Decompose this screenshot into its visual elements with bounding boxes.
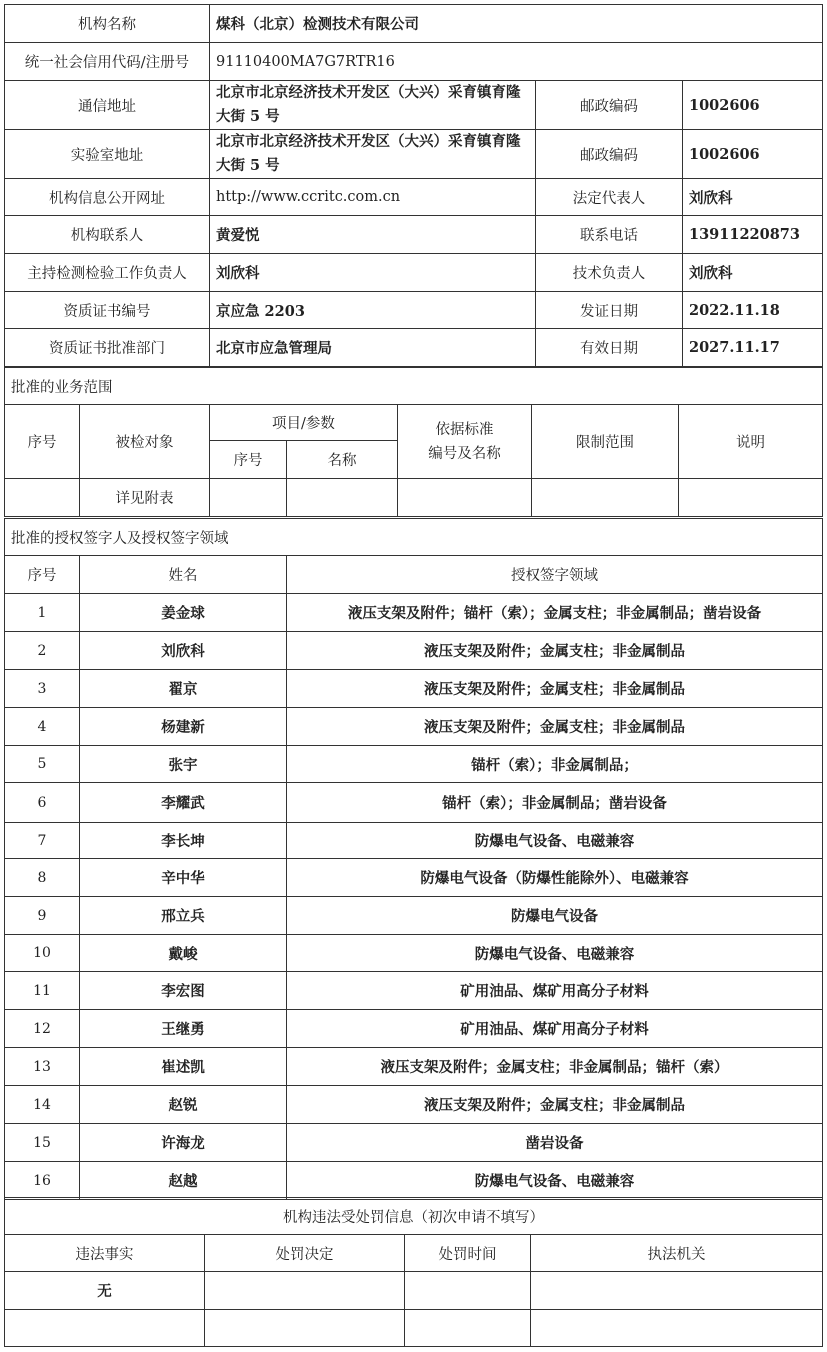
penalty-cell-authority [531, 1272, 823, 1310]
signatory-field: 防爆电气设备、电磁兼容 [287, 1162, 823, 1200]
penalty-header-fact: 违法事实 [5, 1235, 205, 1272]
signatory-row [5, 1086, 823, 1124]
signatories-table [4, 518, 823, 1200]
value-credit-code: 91110400MA7G7RTR16 [210, 43, 823, 81]
label-credit-code: 统一社会信用代码/注册号 [5, 43, 210, 81]
scope-cell-object: 详见附表 [80, 479, 210, 517]
institution-info-table [4, 4, 823, 367]
penalty-header-decision: 处罚决定 [205, 1235, 405, 1272]
signatory-seq: 5 [5, 746, 80, 783]
signatory-row [5, 972, 823, 1010]
signatory-seq: 4 [5, 708, 80, 746]
signatory-row [5, 632, 823, 670]
label-valid-date: 有效日期 [536, 329, 683, 367]
value-lab-postal-code: 1002606 [683, 130, 823, 179]
signatory-seq: 6 [5, 783, 80, 823]
scope-cell-seq [5, 479, 80, 517]
signatories-header-seq: 序号 [5, 556, 80, 594]
label-mail-address: 通信地址 [5, 81, 210, 130]
scope-cell-item-name [287, 479, 398, 517]
signatory-field: 防爆电气设备（防爆性能除外）、电磁兼容 [287, 859, 823, 897]
signatories-body [5, 594, 823, 1200]
signatory-name: 戴峻 [80, 935, 287, 972]
signatory-seq: 11 [5, 972, 80, 1010]
signatory-row [5, 935, 823, 972]
signatory-name: 赵越 [80, 1162, 287, 1200]
signatories-title: 批准的授权签字人及授权签字领域 [5, 519, 823, 556]
penalty-header-authority: 执法机关 [531, 1235, 823, 1272]
value-approving-dept: 北京市应急管理局 [210, 329, 536, 367]
signatory-field: 液压支架及附件；金属支柱；非金属制品 [287, 1086, 823, 1124]
label-tech-director: 技术负责人 [536, 254, 683, 292]
label-website: 机构信息公开网址 [5, 179, 210, 216]
signatory-row [5, 1124, 823, 1162]
signatory-field: 矿用油品、煤矿用高分子材料 [287, 972, 823, 1010]
signatory-field: 防爆电气设备 [287, 897, 823, 935]
signatory-field: 液压支架及附件；锚杆（索）；金属支柱；非金属制品；凿岩设备 [287, 594, 823, 632]
value-valid-date: 2027.11.17 [683, 329, 823, 367]
label-postal-code: 邮政编码 [536, 81, 683, 130]
signatory-row [5, 897, 823, 935]
penalty-cell-decision [205, 1272, 405, 1310]
signatory-name: 许海龙 [80, 1124, 287, 1162]
signatory-field: 防爆电气设备、电磁兼容 [287, 823, 823, 859]
value-tech-director: 刘欣科 [683, 254, 823, 292]
value-postal-code: 1002606 [683, 81, 823, 130]
value-lab-address: 北京市北京经济技术开发区（大兴）采育镇育隆大街 5 号 [210, 130, 536, 179]
penalty-cell-time [405, 1272, 531, 1310]
signatory-seq: 1 [5, 594, 80, 632]
signatory-seq: 8 [5, 859, 80, 897]
scope-header-seq: 序号 [5, 405, 80, 479]
value-website: http://www.ccritc.com.cn [210, 179, 536, 216]
penalty-table [4, 1197, 823, 1347]
signatory-seq: 2 [5, 632, 80, 670]
scope-cell-note [679, 479, 823, 517]
signatory-seq: 7 [5, 823, 80, 859]
signatory-name: 刘欣科 [80, 632, 287, 670]
signatory-seq: 12 [5, 1010, 80, 1048]
label-test-director: 主持检测检验工作负责人 [5, 254, 210, 292]
signatory-name: 姜金球 [80, 594, 287, 632]
signatory-row [5, 746, 823, 783]
label-lab-postal-code: 邮政编码 [536, 130, 683, 179]
signatory-field: 液压支架及附件；金属支柱；非金属制品；锚杆（索） [287, 1048, 823, 1086]
signatory-field: 防爆电气设备、电磁兼容 [287, 935, 823, 972]
signatory-name: 杨建新 [80, 708, 287, 746]
signatory-seq: 16 [5, 1162, 80, 1200]
scope-header-object: 被检对象 [80, 405, 210, 479]
penalty-empty-cell [531, 1310, 823, 1347]
business-scope-table [4, 367, 823, 517]
label-legal-rep: 法定代表人 [536, 179, 683, 216]
signatory-field: 液压支架及附件；金属支柱；非金属制品 [287, 708, 823, 746]
value-phone: 13911220873 [683, 216, 823, 254]
signatory-field: 液压支架及附件；金属支柱；非金属制品 [287, 632, 823, 670]
label-contact: 机构联系人 [5, 216, 210, 254]
penalty-empty-cell [405, 1310, 531, 1347]
value-legal-rep: 刘欣科 [683, 179, 823, 216]
penalty-empty-cell [205, 1310, 405, 1347]
scope-cell-item-seq [210, 479, 287, 517]
penalty-empty-cell [5, 1310, 205, 1347]
signatory-field: 液压支架及附件；金属支柱；非金属制品 [287, 670, 823, 708]
scope-cell-limit [532, 479, 679, 517]
value-test-director: 刘欣科 [210, 254, 536, 292]
value-contact: 黄爱悦 [210, 216, 536, 254]
scope-cell-standard [398, 479, 532, 517]
penalty-cell-fact: 无 [5, 1272, 205, 1310]
signatory-name: 李长坤 [80, 823, 287, 859]
scope-header-standard: 依据标准 编号及名称 [398, 405, 532, 479]
value-institution-name: 煤科（北京）检测技术有限公司 [210, 5, 823, 43]
value-issue-date: 2022.11.18 [683, 292, 823, 329]
signatory-field: 矿用油品、煤矿用高分子材料 [287, 1010, 823, 1048]
signatory-name: 李耀武 [80, 783, 287, 823]
signatory-name: 崔述凯 [80, 1048, 287, 1086]
penalty-title: 机构违法受处罚信息（初次申请不填写） [5, 1198, 823, 1235]
scope-header-item-name: 名称 [287, 441, 398, 479]
signatory-field: 锚杆（索）；非金属制品；凿岩设备 [287, 783, 823, 823]
signatory-seq: 14 [5, 1086, 80, 1124]
signatories-header-field: 授权签字领域 [287, 556, 823, 594]
scope-header-item-seq: 序号 [210, 441, 287, 479]
signatory-row [5, 594, 823, 632]
signatories-header-name: 姓名 [80, 556, 287, 594]
signatory-row [5, 823, 823, 859]
signatory-field: 锚杆（索）；非金属制品； [287, 746, 823, 783]
signatory-seq: 13 [5, 1048, 80, 1086]
signatory-name: 赵锐 [80, 1086, 287, 1124]
signatory-row [5, 1162, 823, 1200]
signatory-name: 辛中华 [80, 859, 287, 897]
scope-header-note: 说明 [679, 405, 823, 479]
signatory-seq: 9 [5, 897, 80, 935]
scope-title: 批准的业务范围 [5, 368, 823, 405]
signatory-row [5, 1010, 823, 1048]
signatory-seq: 15 [5, 1124, 80, 1162]
signatory-seq: 10 [5, 935, 80, 972]
signatory-name: 张宇 [80, 746, 287, 783]
label-phone: 联系电话 [536, 216, 683, 254]
signatory-row [5, 1048, 823, 1086]
value-cert-no: 京应急 2203 [210, 292, 536, 329]
signatory-row [5, 783, 823, 823]
value-mail-address: 北京市北京经济技术开发区（大兴）采育镇育隆大街 5 号 [210, 81, 536, 130]
signatory-name: 王继勇 [80, 1010, 287, 1048]
signatory-row [5, 670, 823, 708]
signatory-name: 翟京 [80, 670, 287, 708]
label-lab-address: 实验室地址 [5, 130, 210, 179]
signatory-field: 凿岩设备 [287, 1124, 823, 1162]
label-cert-no: 资质证书编号 [5, 292, 210, 329]
scope-header-item-param: 项目/参数 [210, 405, 398, 441]
penalty-header-time: 处罚时间 [405, 1235, 531, 1272]
signatory-name: 邢立兵 [80, 897, 287, 935]
label-approving-dept: 资质证书批准部门 [5, 329, 210, 367]
label-issue-date: 发证日期 [536, 292, 683, 329]
signatory-name: 李宏图 [80, 972, 287, 1010]
signatory-row [5, 708, 823, 746]
signatory-seq: 3 [5, 670, 80, 708]
scope-header-limit: 限制范围 [532, 405, 679, 479]
label-institution-name: 机构名称 [5, 5, 210, 43]
signatory-row [5, 859, 823, 897]
